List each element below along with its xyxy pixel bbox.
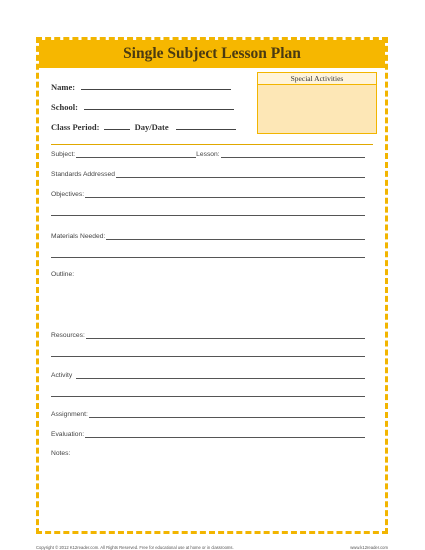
school-line[interactable] [84, 101, 234, 110]
materials-label: Materials Needed: [51, 233, 106, 240]
worksheet-frame [36, 37, 388, 534]
assignment-row [51, 408, 365, 418]
activity-label: Activity [51, 372, 73, 379]
subject-lesson-row [51, 148, 365, 158]
activity-line[interactable] [76, 370, 365, 379]
materials-row [51, 230, 365, 240]
standards-label: Standards Addressed [51, 171, 115, 178]
lesson-label: Lesson: [196, 151, 220, 158]
school-label: School: [51, 102, 78, 112]
name-label: Name: [51, 82, 76, 92]
objectives-row [51, 188, 365, 198]
day-date-label: Day/Date [134, 122, 169, 132]
class-period-field[interactable] [51, 121, 236, 132]
activity-line-2[interactable] [51, 396, 365, 397]
lesson-line[interactable] [221, 149, 365, 158]
notes-label: Notes: [51, 450, 71, 457]
footer-copyright: Copyright © 2012 K12reader.com. All Rights Reserved. Free for educational use at home or in classrooms. [36, 545, 234, 550]
assignment-label: Assignment: [51, 411, 88, 418]
evaluation-row [51, 428, 365, 438]
special-activities-box[interactable] [257, 72, 377, 134]
name-line[interactable] [81, 81, 231, 90]
materials-line[interactable] [106, 231, 365, 240]
materials-line-2[interactable] [51, 257, 365, 258]
standards-row [51, 168, 365, 178]
resources-label: Resources: [51, 332, 85, 339]
header-divider [51, 144, 373, 145]
school-field[interactable] [51, 101, 234, 112]
objectives-line-2[interactable] [51, 215, 365, 216]
resources-line-2[interactable] [51, 356, 365, 357]
standards-line[interactable] [116, 169, 365, 178]
objectives-label: Objectives: [51, 191, 85, 198]
day-date-line[interactable] [176, 121, 236, 130]
special-activities-label: Special Activities [258, 73, 376, 85]
page-title: Single Subject Lesson Plan [123, 45, 301, 62]
subject-label: Subject: [51, 151, 76, 158]
evaluation-label: Evaluation: [51, 431, 85, 438]
class-period-label: Class Period: [51, 122, 100, 132]
title-bar [39, 40, 385, 68]
resources-row [51, 329, 365, 339]
outline-row [51, 268, 365, 278]
class-period-line[interactable] [104, 121, 130, 130]
activity-row [51, 369, 365, 379]
name-field[interactable] [51, 81, 231, 92]
assignment-line[interactable] [89, 409, 365, 418]
notes-row [51, 447, 365, 457]
outline-label: Outline: [51, 271, 75, 278]
footer-site-link[interactable]: www.k12reader.com [350, 545, 388, 550]
resources-line[interactable] [86, 330, 365, 339]
evaluation-line[interactable] [85, 429, 365, 438]
objectives-line[interactable] [85, 189, 365, 198]
subject-line[interactable] [76, 149, 196, 158]
